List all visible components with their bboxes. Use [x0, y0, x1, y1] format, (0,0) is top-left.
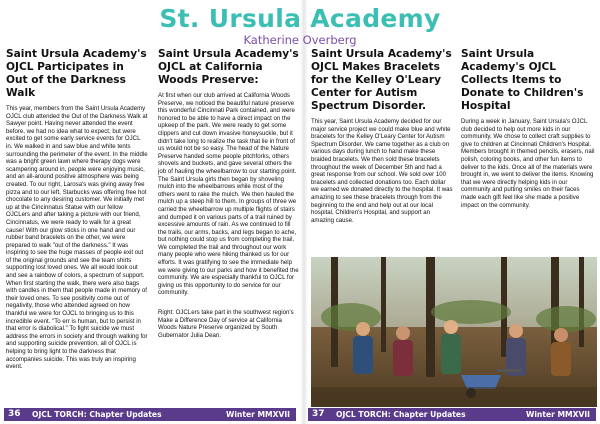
article-heading: Saint Ursula Academy's OJCL Makes Bracelets for the Kelley O'Leary Center for Autism Spectrum Disorder.: [311, 48, 452, 112]
woods-photo-illustration: [311, 257, 597, 407]
footer-title: OJCL TORCH: Chapter Updates: [336, 410, 466, 419]
page-number: 36: [8, 409, 21, 419]
article-heading: Saint Ursula Academy's OJCL Participates in Out of the Darkness Walk: [6, 48, 147, 99]
article-body: At first when our club arrived at California Woods Preserve, we noticed the beautiful nature preserve this wonderful Cincinnati Park contained, and were honored to be able to have a direct impact on the upkeep of the park. We were ready to get some clippers and cut down invasive honeysuckle, but it didn't take long to realize the task that lie in front of us would not be so easy. The head of the Nature Preserve handed some people pitchforks, others shovels and buckets, and gave several others the job of hauling the wheelbarrow to our starting point. The Saint Ursula girls then began by shoveling mulch into the wheelbarrows while most of the others went to rake the mulch. We then hauled the mulch up a steep hill to them. In groups of three we carried the wheelbarrow up multiple flights of stairs and dumped it on various parts of a trail ruined by excessive amounts of rain. As we continued to fill the trails, our arms, backs, and legs began to ache, but nothing could stop us from completing the trail. We completed the trail and throughout our work many people who were hiking thanked us for our efforts. It was gratifying to see the immediate help we were giving to our parks and how it benefited the community. We are especially thankful to OJCL for giving us this opportunity to do service for our community.: [158, 92, 299, 297]
footer-date: Winter MMXVII: [525, 410, 590, 419]
service-photo: [311, 257, 597, 407]
page-title: St. Ursula Academy: [159, 4, 441, 33]
article-childrens-hospital: [461, 48, 595, 209]
article-california-woods: [158, 48, 300, 339]
article-body: This year, Saint Ursula Academy decided for our major service project we could make blue and white bracelets for the Kelley O'Leary Center for Autism Spectrum Disorder. We came together as a club on various days during lunch to hand make these braided bracelets. We then sold these bracelets throughout the week of December 5th and had a great response from our school. We sold over 100 bracelets and collected donations too. Each dollar we earned we donated directly to the hospital. It was amazing to see these bracelets through from the beginning to the end and help out at our local hospital, Children's Hospital, and support an amazing cause.: [311, 118, 453, 224]
page-fold: [300, 0, 308, 424]
footer-title: OJCL TORCH: Chapter Updates: [32, 410, 162, 419]
page-number: 37: [312, 409, 325, 419]
article-bracelets: [311, 48, 454, 224]
photo-caption: Right: OJCLers take part in the southwest region's Make a Difference Day of service at California Woods Nature Preserve organized by South Gubernator Julia Dean.: [158, 309, 294, 339]
author-name: Katherine Overberg: [243, 33, 357, 47]
footer-right: [308, 408, 596, 421]
article-body: This year, members from the Saint Ursula Academy OJCL club attended the Out of the Darkness Walk at Sawyer point. Having never attended the event before, we had no idea what to expect, but were excited to get some early service events for OJCL in. We walked in and saw blue and white tents surrounding the perimeter of the event. In the middle was a bright green lawn where therapy dogs were scampering around in, people were enjoying music, and an all-around positive atmosphere was being created. To our right, Larosa's was giving away free pizza and to our left, Starbucks was offering free hot chocolate to any desiring customer. We initially met up at the Cincinnatus Statue with our fellow OJCLers and after taking a picture with our friend, Cincinnatus, we were ready to walk for a great cause! With our glow sticks in one hand and our rubber band bracelets on the other, we were prepared to walk "out of the darkness." It was inspiring to see the huge masses of people exit out of the original grounds and see the team shirts supporting lost loved ones. We all would look out and see a rainbow of colors, a spectrum of support. When first starting the walk, there were also bags with candles in them that people made in memory of their loved ones. To see positivity come out of negativity, those who attended agreed on how thankful we were for OJCL to bringing us to this incredible event. "To err is human, but to persist in that error is diabolical." To fight suicide we must address the errors in society and through walking for and supporting suicide prevention, all of OJCL is helping to bring light to the darkness that accompanies suicide. This was truly an inspiring event.: [6, 105, 148, 371]
footer-date: Winter MMXVII: [225, 410, 290, 419]
article-heading: Saint Ursula Academy's OJCL Collects Items to Donate to Children's Hospital: [461, 48, 584, 112]
article-heading: Saint Ursula Academy's OJCL at California Woods Preserve:: [158, 48, 299, 86]
footer-left: [4, 408, 296, 421]
page-header: [0, 4, 600, 47]
article-body: During a week in January, Saint Ursula's OJCL club decided to help out more kids in our community. We chose to collect craft supplies to give to children at Cincinnati Children's Hospital. Members brought in themed pencils, erasers, nail polish, coloring books, and other fun items to deliver to the kids. Once all of the materials were brought in, we went to deliver the items. Knowing that we were directly helping kids in our community and putting smiles on their faces made each gift feel like she made a positive impact on the community.: [461, 118, 595, 209]
article-darkness-walk: [6, 48, 148, 371]
